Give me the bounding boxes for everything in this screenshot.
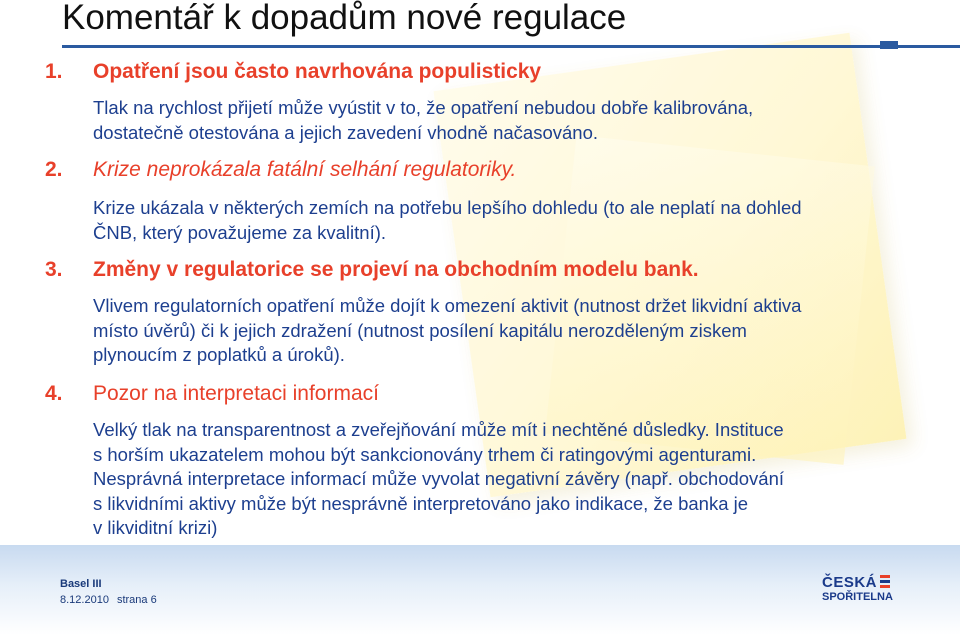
- title-underline-marker: [880, 41, 898, 49]
- item-2-body: [93, 196, 913, 245]
- item-1-body: [93, 96, 913, 145]
- item-line: Krize ukázala v některých zemích na potřebu lepšího dohledu (to ale neplatí na dohled: [93, 197, 802, 218]
- item-4-body: [93, 418, 913, 541]
- footer-page: strana 6: [116, 594, 157, 606]
- item-line: dostatečně otestována a jejich zavedení vhodně načasováno.: [93, 121, 599, 143]
- item-line: Vlivem regulatorních opatření může dojít k omezení aktivit (nutnost držet likvidní aktiva: [93, 295, 802, 316]
- item-number: 1.: [45, 60, 63, 83]
- item-line: s likvidními aktivy může být nesprávně interpretováno jako indikace, že banka je: [93, 492, 749, 514]
- logo-text-line2: SPOŘITELNA: [822, 591, 893, 603]
- item-heading-text: Krize neprokázala fatální selhání regulatoriky.: [93, 158, 517, 181]
- footer-title: Basel III: [60, 578, 102, 590]
- item-number: 2.: [45, 158, 63, 181]
- ceska-sporitelna-logo: [822, 574, 894, 606]
- item-line: plynoucím z poplatků a úroků).: [93, 344, 345, 365]
- footer-date-page: [60, 594, 157, 606]
- item-3-heading: [45, 258, 699, 282]
- item-number: 3.: [45, 258, 63, 281]
- slide-title: Komentář k dopadům nové regulace: [62, 0, 627, 37]
- item-line: místo úvěrů) či k jejich zdražení (nutnost posílení kapitálu nerozděleným ziskem: [93, 319, 747, 341]
- item-3-body: [93, 294, 913, 368]
- item-2-heading: [45, 158, 516, 182]
- item-line: s horším ukazatelem mohou být sankcionovány trhem či ratingovými agenturami.: [93, 443, 757, 465]
- item-line: Nesprávná interpretace informací může vyvolat negativní závěry (např. obchodování: [93, 468, 785, 489]
- item-1-heading: [45, 60, 541, 84]
- title-underline: [62, 45, 960, 48]
- item-line: Velký tlak na transparentnost a zveřejňování může mít i nechtěné důsledky. Instituce: [93, 419, 784, 440]
- item-line: v likviditní krizi): [93, 517, 218, 538]
- item-line: ČNB, který považujeme za kvalitní).: [93, 221, 387, 243]
- item-heading-text: Opatření jsou často navrhována populisticky: [93, 60, 542, 83]
- logo-text-line1: ČESKÁ: [822, 574, 878, 591]
- item-number: 4.: [45, 382, 63, 405]
- item-heading-text: Pozor na interpretaci informací: [93, 382, 379, 405]
- sporitelna-mark-icon: [878, 574, 892, 590]
- item-4-heading: [45, 382, 379, 406]
- item-heading-text: Změny v regulatorice se projeví na obchodním modelu bank.: [93, 258, 699, 281]
- footer-band: [0, 545, 960, 635]
- item-line: Tlak na rychlost přijetí může vyústit v to, že opatření nebudou dobře kalibrována,: [93, 97, 754, 118]
- footer-date: 8.12.2010: [60, 594, 109, 606]
